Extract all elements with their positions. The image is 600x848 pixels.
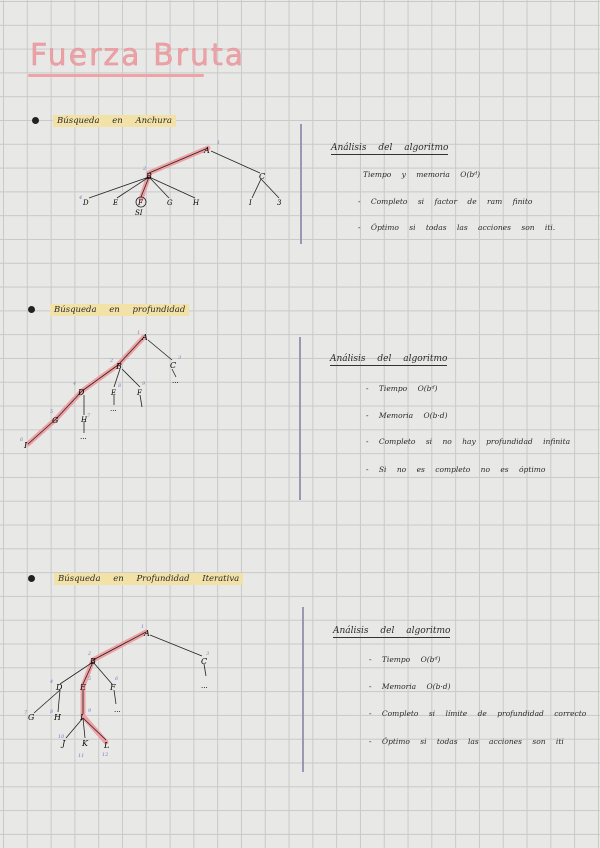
analysis-title: Análisis del algoritmo [333, 626, 451, 636]
ellipsis: ... [172, 377, 179, 385]
node-H: H [54, 713, 61, 722]
analysis-item: - Completo si límite de profundidad correcto [369, 709, 587, 718]
node-number: 12 [102, 752, 109, 758]
node-number: 8 [50, 709, 54, 715]
section-heading-profundidad: Búsqueda en profundidad [50, 304, 189, 316]
analysis-title: Análisis del algoritmo [330, 354, 448, 364]
node-D: D [78, 388, 85, 397]
analysis-item: - Completo si factor de ram finito [358, 197, 533, 206]
bullet-point [28, 575, 35, 582]
node-number: 5 [88, 676, 92, 682]
node-number: 2 [110, 358, 114, 364]
node-J: J [62, 739, 66, 748]
node-G: G [52, 416, 59, 425]
node-number: 7 [87, 413, 91, 419]
node-number: 2 [88, 651, 92, 657]
node-B: B [90, 657, 96, 666]
node-number: 5 [50, 409, 54, 415]
node-F: F [110, 683, 116, 692]
node-L: L [104, 741, 110, 750]
node-SI: SI [135, 209, 143, 217]
node-number: 6 [115, 676, 119, 682]
node-B: B [146, 172, 152, 181]
divider-line [302, 607, 304, 772]
node-number: 3 [206, 651, 210, 657]
node-number: 6 [20, 437, 24, 443]
node-K: K [82, 739, 88, 748]
tree-diagram-iterativa [20, 620, 220, 760]
ellipsis: ... [80, 433, 87, 441]
analysis-item: - Completo si no hay profundidad infinita [366, 437, 571, 446]
ellipsis: ... [114, 706, 121, 714]
node-number: 11 [78, 753, 85, 759]
bullet-point [28, 306, 35, 313]
section-heading-iterativa: Búsqueda en Profundidad Iterativa [54, 573, 243, 585]
node-D: D [83, 199, 89, 207]
node-I: I [249, 199, 252, 207]
analysis-title: Análisis del algoritmo [331, 143, 449, 153]
node-B: B [116, 362, 122, 371]
node-number: 7 [24, 710, 28, 716]
node-number: 9 [88, 708, 92, 714]
node-C: C [201, 657, 208, 666]
bullet-point [32, 117, 39, 124]
node-number: 1 [137, 330, 141, 336]
node-A: A [142, 333, 148, 342]
analysis-item: - Memoria O(b·d) [366, 411, 448, 420]
node-number: 4 [79, 195, 83, 201]
node-number: 10 [58, 734, 65, 740]
node-C: C [170, 361, 177, 370]
title-underline [28, 74, 204, 77]
node-G: G [28, 713, 35, 722]
ellipsis: ... [201, 682, 208, 690]
analysis-item: Tiempo y memoria O(bᵈ) [363, 170, 481, 179]
analysis-item: - Tiempo O(bᵈ) [366, 384, 438, 393]
analysis-item: - Si no es completo no es óptimo [366, 465, 546, 474]
node-number: 4 [73, 381, 77, 387]
divider-line [300, 124, 302, 244]
node-F: F [137, 389, 142, 397]
tree-diagram-profundidad [20, 325, 220, 455]
node-I: I [24, 441, 28, 450]
node-number: 1 [217, 140, 221, 146]
node-number: 2 [143, 166, 147, 172]
node-A: A [204, 146, 210, 155]
node-I: I [80, 713, 84, 722]
node-number: 4 [50, 679, 54, 685]
analysis-item: - Tiempo O(bᵈ) [369, 655, 441, 664]
node-H: H [81, 416, 88, 424]
node-F: F [138, 199, 143, 207]
node-E: E [80, 683, 86, 692]
node-number: 1 [141, 624, 145, 630]
ellipsis: ... [110, 405, 117, 413]
page-title: Fuerza Bruta [30, 38, 246, 73]
section-heading-anchura: Búsqueda en Anchura [53, 115, 176, 127]
divider-line [299, 337, 301, 500]
analysis-item: - Óptimo si todas las acciones son iti [369, 737, 564, 746]
node-E: E [113, 199, 119, 207]
node-A: A [144, 629, 150, 638]
node-H: H [193, 199, 200, 207]
node-number: 8 [118, 383, 122, 389]
analysis-item: - Memoria O(b·d) [369, 682, 451, 691]
node-3: 3 [277, 199, 282, 207]
node-G: G [167, 199, 173, 207]
tree-diagram-anchura [75, 135, 315, 235]
node-number: 3 [178, 355, 182, 361]
node-number: 9 [142, 381, 146, 387]
node-D: D [56, 683, 63, 692]
node-C: C [259, 172, 266, 181]
node-E: E [111, 389, 117, 397]
analysis-item: - Óptimo si todas las acciones son iti. [358, 223, 556, 232]
